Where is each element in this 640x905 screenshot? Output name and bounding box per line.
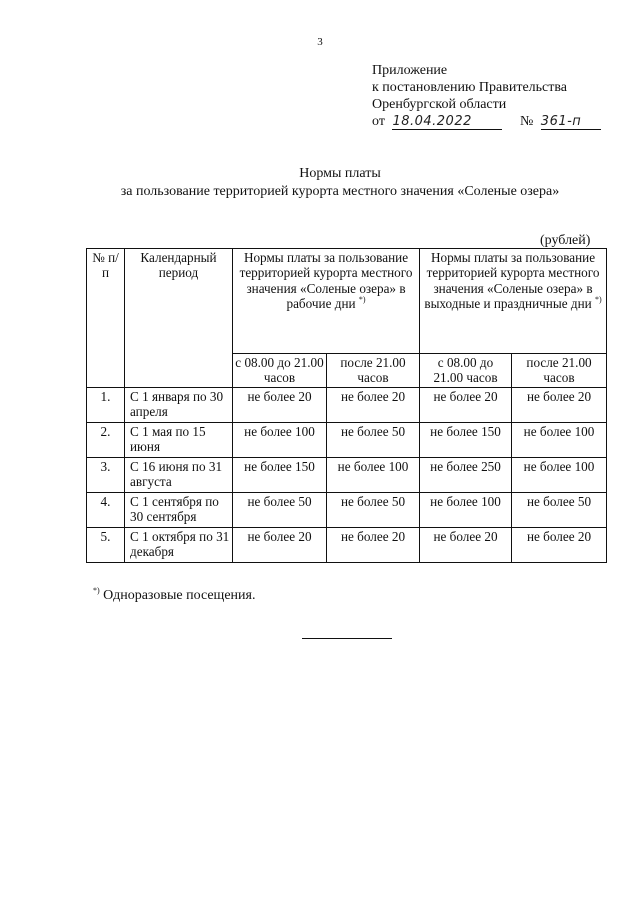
- handwritten-date: 18.04.2022: [392, 114, 472, 129]
- cell-weekday-day: не более 50: [233, 493, 327, 528]
- cell-weekday-evening: не более 50: [327, 423, 420, 458]
- cell-holiday-day: не более 150: [420, 423, 512, 458]
- cell-holiday-day: не более 100: [420, 493, 512, 528]
- row-num: 5.: [87, 528, 125, 563]
- footnote-mark: *): [93, 586, 100, 595]
- row-period: С 1 сентября по 30 сентября: [125, 493, 233, 528]
- cell-weekday-evening: не более 20: [327, 388, 420, 423]
- cell-weekday-evening: не более 20: [327, 528, 420, 563]
- row-period: С 16 июня по 31 августа: [125, 458, 233, 493]
- title-line-2: за пользование территорией курорта местного значения «Соленые озера»: [120, 184, 560, 199]
- appendix-title: Приложение: [372, 63, 448, 78]
- cell-holiday-day: не более 20: [420, 388, 512, 423]
- header-period: Календарный период: [125, 249, 233, 388]
- row-period: С 1 мая по 15 июня: [125, 423, 233, 458]
- row-period: С 1 октября по 31 декабря: [125, 528, 233, 563]
- footnote-text: Одноразовые посещения.: [99, 588, 256, 603]
- appendix-region: Оренбургской области: [372, 97, 507, 112]
- currency-units: (рублей): [540, 233, 591, 248]
- header-holiday-day: с 08.00 до 21.00 часов: [420, 354, 512, 388]
- cell-holiday-evening: не более 20: [512, 528, 607, 563]
- footnote-mark: *): [358, 295, 366, 305]
- number-label: №: [519, 114, 534, 129]
- row-num: 4.: [87, 493, 125, 528]
- footnote: [93, 588, 255, 604]
- title-line-1: Нормы платы: [299, 166, 381, 181]
- cell-weekday-day: не более 100: [233, 423, 327, 458]
- cell-holiday-evening: не более 20: [512, 388, 607, 423]
- header-weekday-evening: после 21.00 часов: [327, 354, 420, 388]
- cell-weekday-day: не более 20: [233, 528, 327, 563]
- cell-holiday-evening: не более 100: [512, 423, 607, 458]
- appendix-block: [372, 62, 601, 133]
- table-row: [87, 423, 607, 458]
- date-field: [392, 115, 502, 130]
- appendix-date-number: [372, 113, 601, 133]
- row-num: 2.: [87, 423, 125, 458]
- number-field: [541, 115, 601, 130]
- document-title: [0, 165, 640, 201]
- cell-weekday-evening: не более 100: [327, 458, 420, 493]
- row-period: С 1 января по 30 апреля: [125, 388, 233, 423]
- header-holiday-group: Нормы платы за пользование территорией курорта местного значения «Соленые озера» в выходные и праздничные дни *): [420, 249, 607, 354]
- page-number: 3: [317, 36, 323, 48]
- appendix-decree: к постановлению Правительства: [372, 80, 568, 95]
- cell-holiday-evening: не более 100: [512, 458, 607, 493]
- rates-table: [86, 248, 607, 563]
- table-row: [87, 528, 607, 563]
- header-weekday-group: Нормы платы за пользование территорией курорта местного значения «Соленые озера» в рабочие дни *): [233, 249, 420, 354]
- cell-weekday-day: не более 20: [233, 388, 327, 423]
- cell-weekday-evening: не более 50: [327, 493, 420, 528]
- cell-holiday-day: не более 250: [420, 458, 512, 493]
- cell-holiday-evening: не более 50: [512, 493, 607, 528]
- table-row: [87, 458, 607, 493]
- footnote-mark: *): [595, 295, 602, 305]
- row-num: 3.: [87, 458, 125, 493]
- cell-holiday-day: не более 20: [420, 528, 512, 563]
- from-label: от: [372, 114, 385, 129]
- header-holiday-evening: после 21.00 часов: [512, 354, 607, 388]
- row-num: 1.: [87, 388, 125, 423]
- header-weekday-day: с 08.00 до 21.00 часов: [233, 354, 327, 388]
- cell-weekday-day: не более 150: [233, 458, 327, 493]
- header-num: № п/п: [87, 249, 125, 388]
- end-divider: [302, 638, 392, 639]
- table-row: [87, 493, 607, 528]
- handwritten-number: 361-п: [540, 114, 582, 129]
- table-row: [87, 388, 607, 423]
